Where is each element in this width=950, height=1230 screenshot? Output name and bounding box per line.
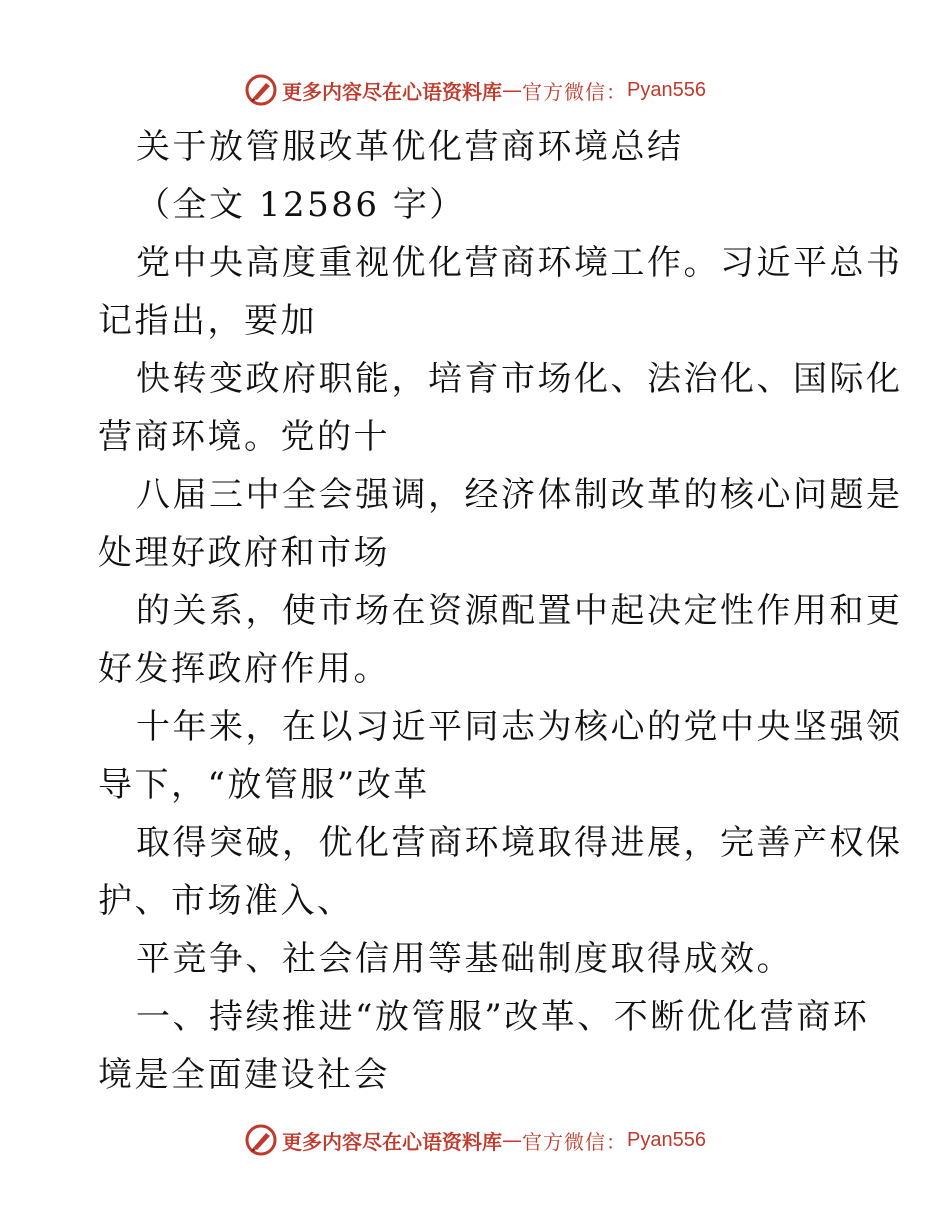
- pen-logo-icon: [244, 1123, 278, 1157]
- text-line: 党中央高度重视优化营商环境工作。习近平总书: [136, 243, 903, 283]
- footer-banner: [0, 1120, 950, 1160]
- header-banner: [0, 70, 950, 110]
- text-line: 记指出，要加: [98, 301, 317, 341]
- pen-logo-icon: [244, 73, 278, 107]
- banner-dash: —: [502, 78, 523, 102]
- text-line: 十年来，在以习近平同志为核心的党中央坚强领: [136, 707, 903, 747]
- text-line: 取得突破，优化营商环境取得进展，完善产权保: [136, 823, 903, 863]
- banner-site-name: 更多内容尽在心语资料库: [282, 79, 503, 104]
- banner-site-name: 更多内容尽在心语资料库: [282, 1129, 503, 1154]
- text-line: 的关系，使市场在资源配置中起决定性作用和更: [136, 591, 903, 631]
- text-line: 营商环境。党的十: [98, 417, 390, 457]
- section-heading: 一、持续推进“放管服”改革、不断优化营商环: [136, 997, 870, 1037]
- banner-official-label: 官方微信：: [522, 79, 628, 104]
- text-line: 导下，“放管服”改革: [98, 765, 430, 805]
- text-line: 境是全面建设社会: [98, 1055, 390, 1095]
- text-line: 快转变政府职能，培育市场化、法治化、国际化: [136, 359, 903, 399]
- text-line: 处理好政府和市场: [98, 533, 390, 573]
- document-body: [98, 118, 903, 1104]
- text-line: 护、市场准入、: [98, 881, 354, 921]
- word-count: （全文 12586 字）: [136, 185, 466, 225]
- text-line: 好发挥政府作用。: [98, 649, 390, 689]
- banner-wechat-id: Pyan556: [627, 78, 706, 101]
- banner-official-label: 官方微信：: [522, 1129, 628, 1154]
- document-title: 关于放管服改革优化营商环境总结: [136, 127, 684, 167]
- banner-dash: —: [502, 1128, 523, 1152]
- banner-wechat-id: Pyan556: [627, 1128, 706, 1151]
- text-line: 平竞争、社会信用等基础制度取得成效。: [136, 939, 793, 979]
- text-line: 八届三中全会强调，经济体制改革的核心问题是: [136, 475, 903, 515]
